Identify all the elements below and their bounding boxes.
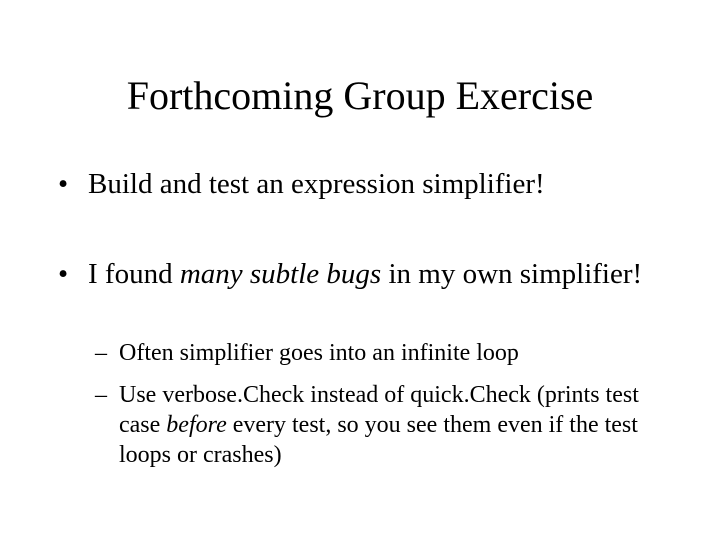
bullet-marker: • <box>58 168 69 200</box>
sub-bullet-text: Often simplifier goes into an infinite loop <box>119 340 519 366</box>
bullet-text-end: in my own simplifier! <box>381 258 643 290</box>
sub-bullet-emphasis: before <box>166 412 227 438</box>
bullet-text: Build and test an expression simplifier! <box>88 168 545 200</box>
bullet-item <box>58 256 678 292</box>
sub-bullet-marker: – <box>95 382 107 408</box>
sub-bullet-marker: – <box>95 340 107 366</box>
slide-title: Forthcoming Group Exercise <box>126 73 594 118</box>
sub-bullet-item <box>95 338 655 368</box>
bullet-emphasis: many subtle bugs <box>179 258 382 290</box>
bullet-text-start: I found <box>88 258 180 290</box>
bullet-text <box>88 256 678 292</box>
sub-bullet-text <box>119 380 655 470</box>
sub-bullet-text-start: Use verbose.Check instead of quick.Check (prints test case <box>119 382 639 438</box>
sub-bullet-text-end: every test, so you see them even if the test loops or crashes) <box>119 412 638 468</box>
bullet-marker: • <box>58 258 69 290</box>
sub-bullet-item <box>95 380 655 470</box>
bullet-item <box>58 166 678 202</box>
